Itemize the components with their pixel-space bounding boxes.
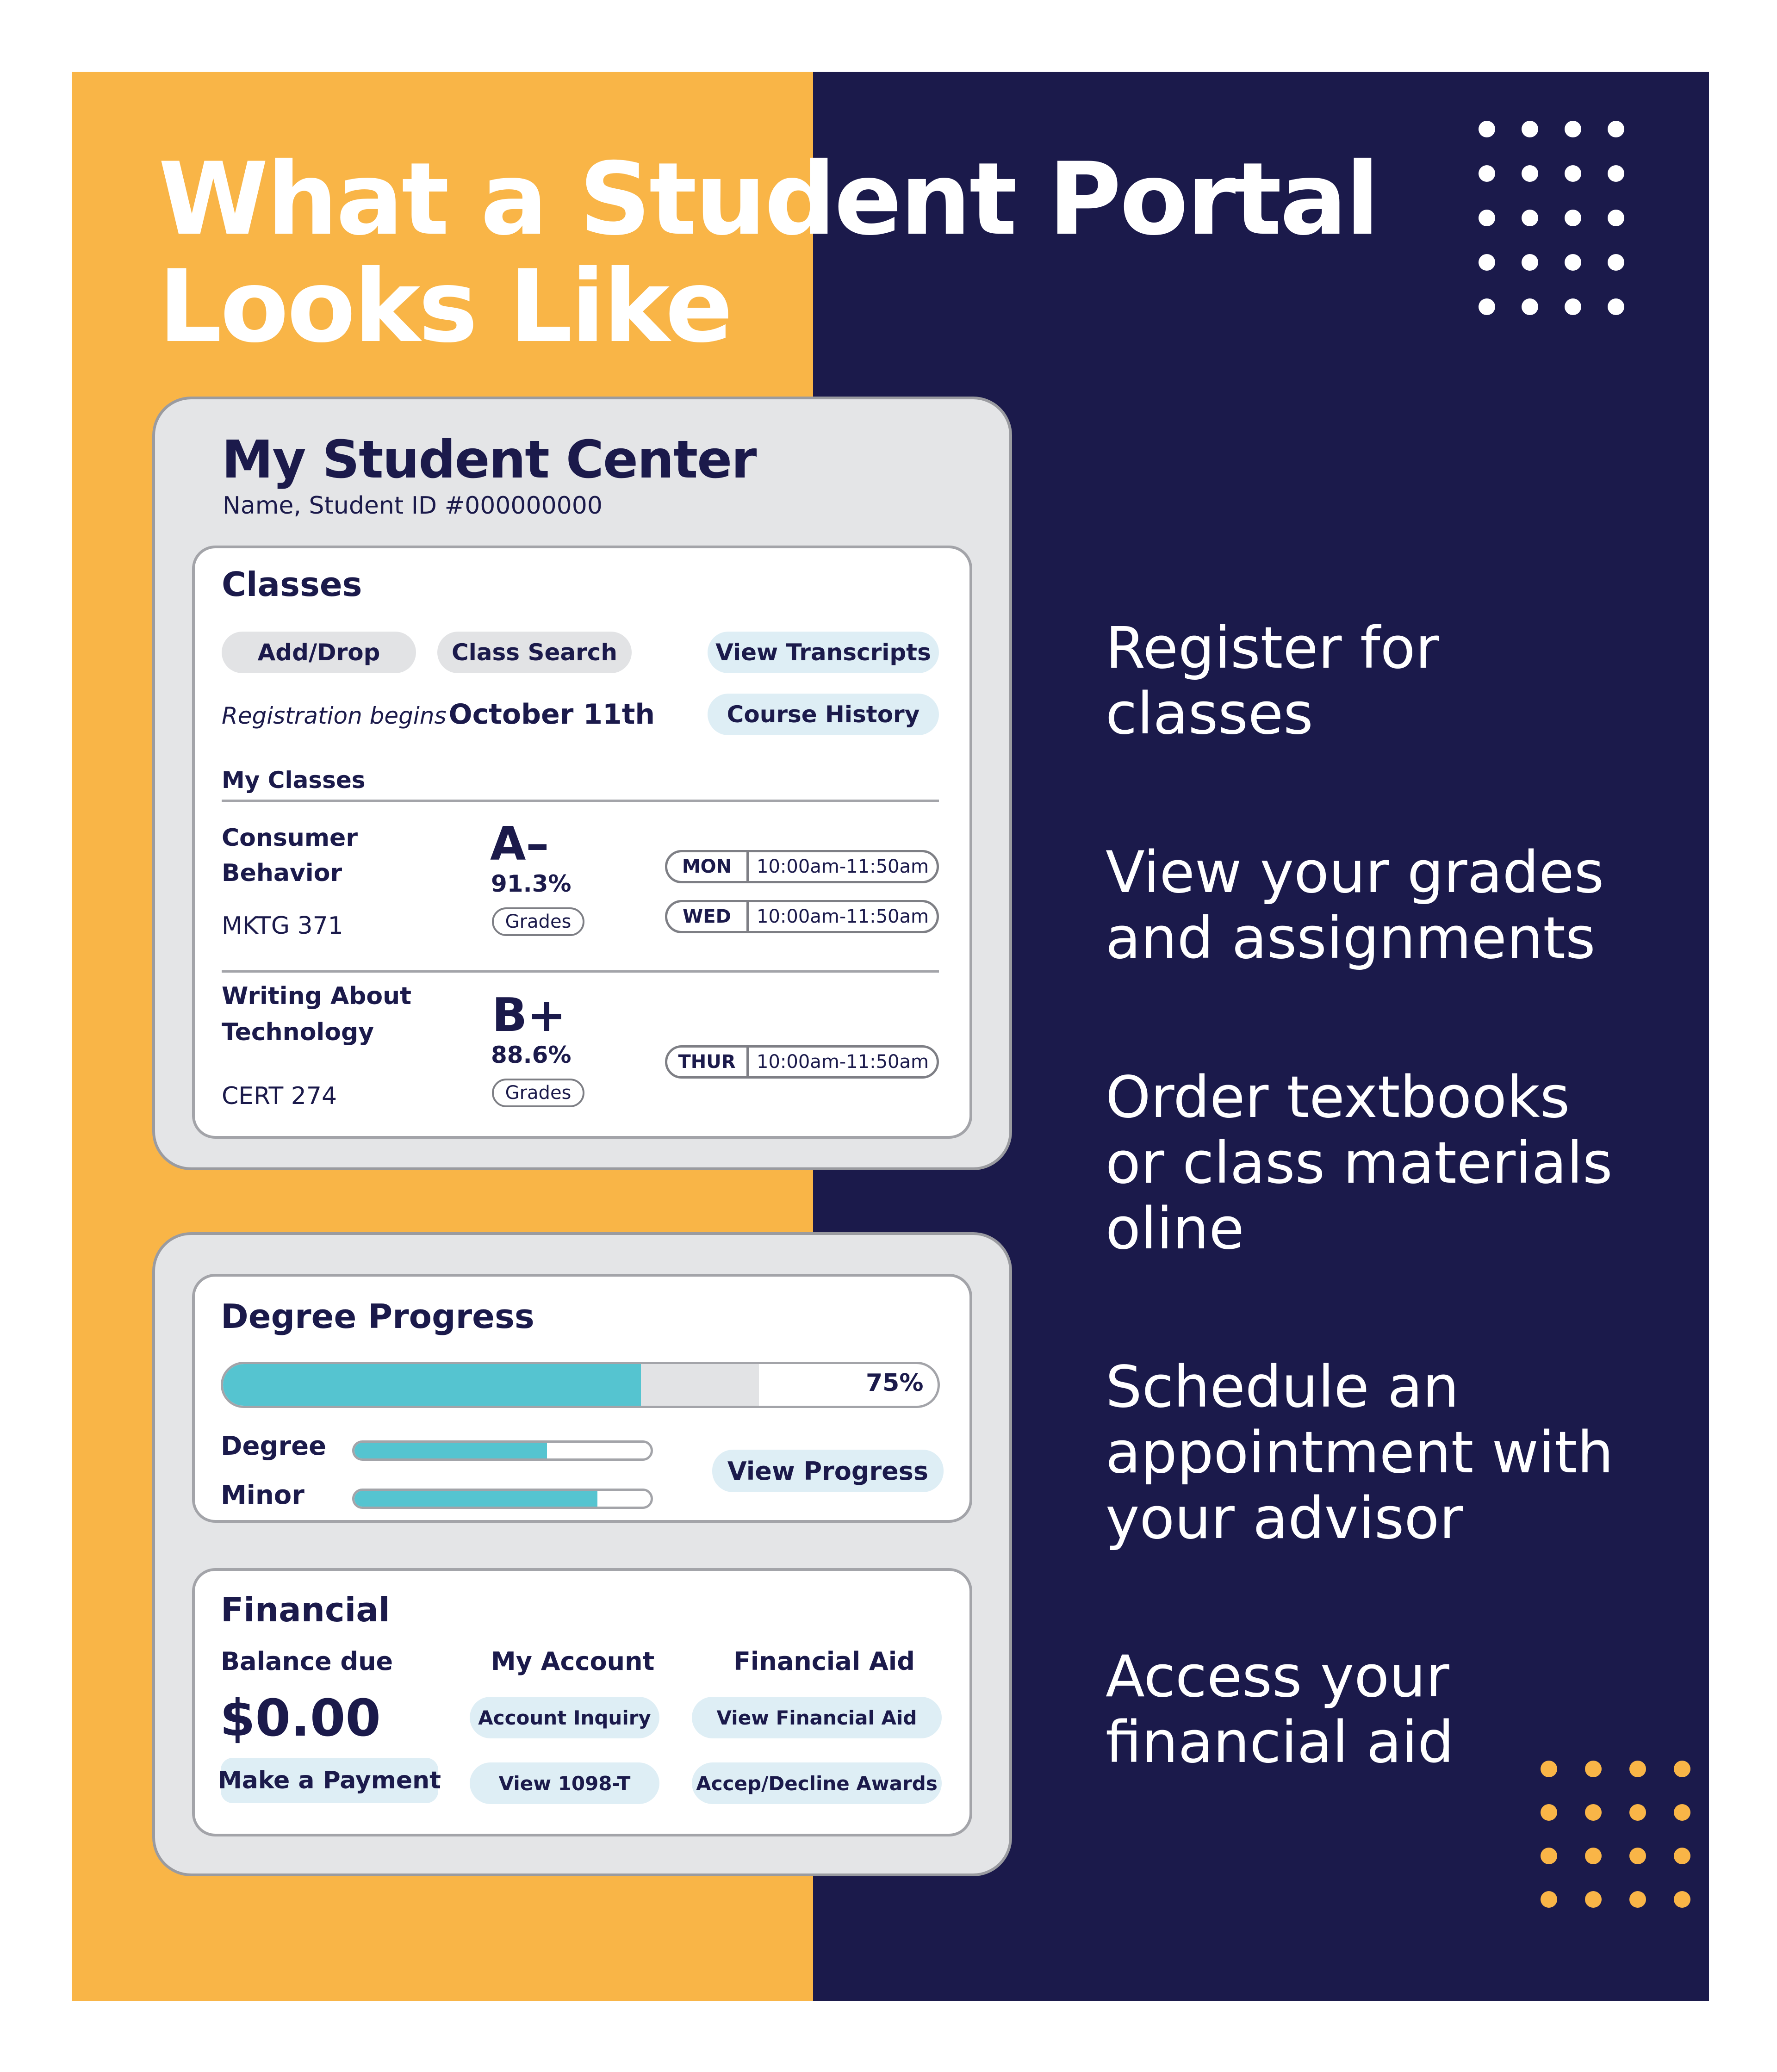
feature-line: Order textbooks (1106, 1064, 1570, 1131)
decorative-dot (1629, 1804, 1646, 1821)
decorative-dot (1629, 1891, 1646, 1908)
decorative-dot (1522, 298, 1538, 315)
feature-line: Register for (1106, 615, 1439, 682)
decorative-dot (1565, 210, 1581, 226)
my-account-heading: My Account (491, 1647, 655, 1676)
registration-prefix: Registration begins (222, 702, 447, 729)
decorative-dot (1629, 1761, 1646, 1777)
feature-line: View your grades (1106, 839, 1604, 906)
decorative-dot (1479, 210, 1495, 226)
financial-aid-heading: Financial Aid (733, 1647, 915, 1676)
course-history-button[interactable]: Course History (708, 694, 939, 735)
add-drop-button[interactable]: Add/Drop (222, 632, 416, 673)
grades-button[interactable]: Grades (492, 1079, 584, 1107)
feature-line: or class materials (1106, 1130, 1613, 1197)
decorative-dot (1541, 1848, 1557, 1864)
schedule-time: 10:00am-11:50am (757, 856, 929, 877)
decorative-dot (1629, 1848, 1646, 1864)
feature-line: Schedule an (1106, 1354, 1459, 1421)
feature-register (1106, 615, 1439, 747)
feature-line: oline (1106, 1196, 1244, 1262)
degree-progress-panel (192, 1274, 972, 1523)
decorative-dot (1674, 1891, 1690, 1908)
degree-progress-bar (352, 1440, 653, 1461)
title-line-2: Looks Like (158, 248, 731, 365)
decorative-dot (1608, 298, 1624, 315)
schedule-day: MON (667, 852, 749, 881)
feature-financial-aid (1106, 1644, 1454, 1775)
my-classes-divider (222, 800, 939, 802)
view-1098t-button[interactable]: View 1098-T (470, 1762, 659, 1804)
classes-heading: Classes (222, 565, 362, 604)
decorative-dot (1608, 254, 1624, 271)
decorative-dot (1522, 254, 1538, 271)
overall-progress-fill (223, 1364, 641, 1406)
registration-notice (222, 698, 655, 731)
registration-date: October 11th (448, 698, 655, 731)
schedule-slot (665, 850, 939, 883)
make-payment-button[interactable]: Make a Payment (221, 1758, 438, 1803)
balance-due-label: Balance due (221, 1647, 393, 1676)
schedule-time: 10:00am-11:50am (757, 906, 929, 927)
decorative-dot (1565, 121, 1581, 137)
class-letter-grade: B+ (492, 988, 566, 1042)
balance-due-value: $0.00 (220, 1688, 381, 1748)
decorative-dot (1608, 210, 1624, 226)
minor-progress-fill (354, 1491, 597, 1507)
feature-line: financial aid (1106, 1709, 1454, 1776)
class-code: CERT 274 (222, 1082, 337, 1110)
class-percent: 91.3% (491, 870, 572, 897)
view-progress-button[interactable]: View Progress (712, 1450, 944, 1492)
account-inquiry-button[interactable]: Account Inquiry (470, 1697, 659, 1738)
poster (72, 72, 1709, 2001)
schedule-day: WED (667, 902, 749, 931)
overall-progress-bar (221, 1362, 940, 1408)
decorative-dot (1585, 1761, 1602, 1777)
student-center-card (152, 397, 1012, 1170)
decorative-dot (1479, 298, 1495, 315)
degree-label: Degree (221, 1431, 327, 1461)
decorative-dot (1479, 254, 1495, 271)
feature-line: your advisor (1106, 1485, 1463, 1552)
decorative-dot (1479, 121, 1495, 137)
class-percent: 88.6% (491, 1042, 572, 1068)
overall-progress-track (641, 1364, 759, 1406)
class-letter-grade: A– (490, 817, 549, 871)
decorative-dot (1541, 1804, 1557, 1821)
feature-line: classes (1106, 681, 1313, 747)
decorative-dot (1565, 165, 1581, 182)
title-line-1: What a Student Portal (158, 141, 1378, 257)
decorative-dot (1565, 298, 1581, 315)
decorative-dot (1585, 1848, 1602, 1864)
overall-progress-percent: 75% (866, 1369, 924, 1397)
decorative-dot (1479, 165, 1495, 182)
decorative-dot (1585, 1804, 1602, 1821)
minor-label: Minor (221, 1480, 304, 1510)
feature-advisor (1106, 1354, 1614, 1551)
class-name-line-2: Behavior (222, 859, 342, 887)
schedule-day: THUR (667, 1048, 749, 1076)
decorative-dot (1585, 1891, 1602, 1908)
class-divider (222, 970, 939, 973)
schedule-time: 10:00am-11:50am (757, 1051, 929, 1073)
feature-line: and assignments (1106, 905, 1596, 972)
decorative-dot (1674, 1761, 1690, 1777)
class-search-button[interactable]: Class Search (437, 632, 632, 673)
schedule-slot (665, 900, 939, 933)
grades-button[interactable]: Grades (492, 907, 584, 936)
decorative-dot (1522, 121, 1538, 137)
decorative-dot (1522, 210, 1538, 226)
decorative-dot (1541, 1761, 1557, 1777)
decorative-dot (1565, 254, 1581, 271)
financial-panel (192, 1568, 972, 1836)
feature-line: Access your (1106, 1644, 1449, 1710)
decorative-dot (1608, 165, 1624, 182)
accept-decline-awards-button[interactable]: Accep/Decline Awards (692, 1762, 942, 1804)
minor-progress-bar (352, 1489, 653, 1509)
decorative-dot (1522, 165, 1538, 182)
class-name-line-1: Writing About (222, 982, 412, 1010)
student-center-heading: My Student Center (222, 430, 756, 490)
feature-line: appointment with (1106, 1420, 1614, 1486)
financial-heading: Financial (221, 1590, 390, 1629)
page-title (158, 141, 1378, 365)
student-id-text: Name, Student ID #000000000 (223, 492, 603, 520)
view-financial-aid-button[interactable]: View Financial Aid (692, 1697, 942, 1738)
decorative-dot (1674, 1848, 1690, 1864)
view-transcripts-button[interactable]: View Transcripts (708, 632, 939, 673)
class-name-line-1: Consumer (222, 824, 358, 852)
my-classes-label: My Classes (222, 767, 366, 794)
decorative-dot (1541, 1891, 1557, 1908)
schedule-slot (665, 1045, 939, 1079)
class-code: MKTG 371 (222, 912, 343, 940)
decorative-dot (1674, 1804, 1690, 1821)
decorative-dot (1608, 121, 1624, 137)
progress-financial-card (152, 1232, 1012, 1876)
degree-progress-heading: Degree Progress (221, 1297, 534, 1336)
feature-textbooks (1106, 1065, 1613, 1262)
degree-progress-fill (354, 1443, 547, 1458)
class-name-line-2: Technology (222, 1018, 374, 1046)
classes-panel (192, 546, 972, 1139)
feature-grades (1106, 840, 1604, 971)
